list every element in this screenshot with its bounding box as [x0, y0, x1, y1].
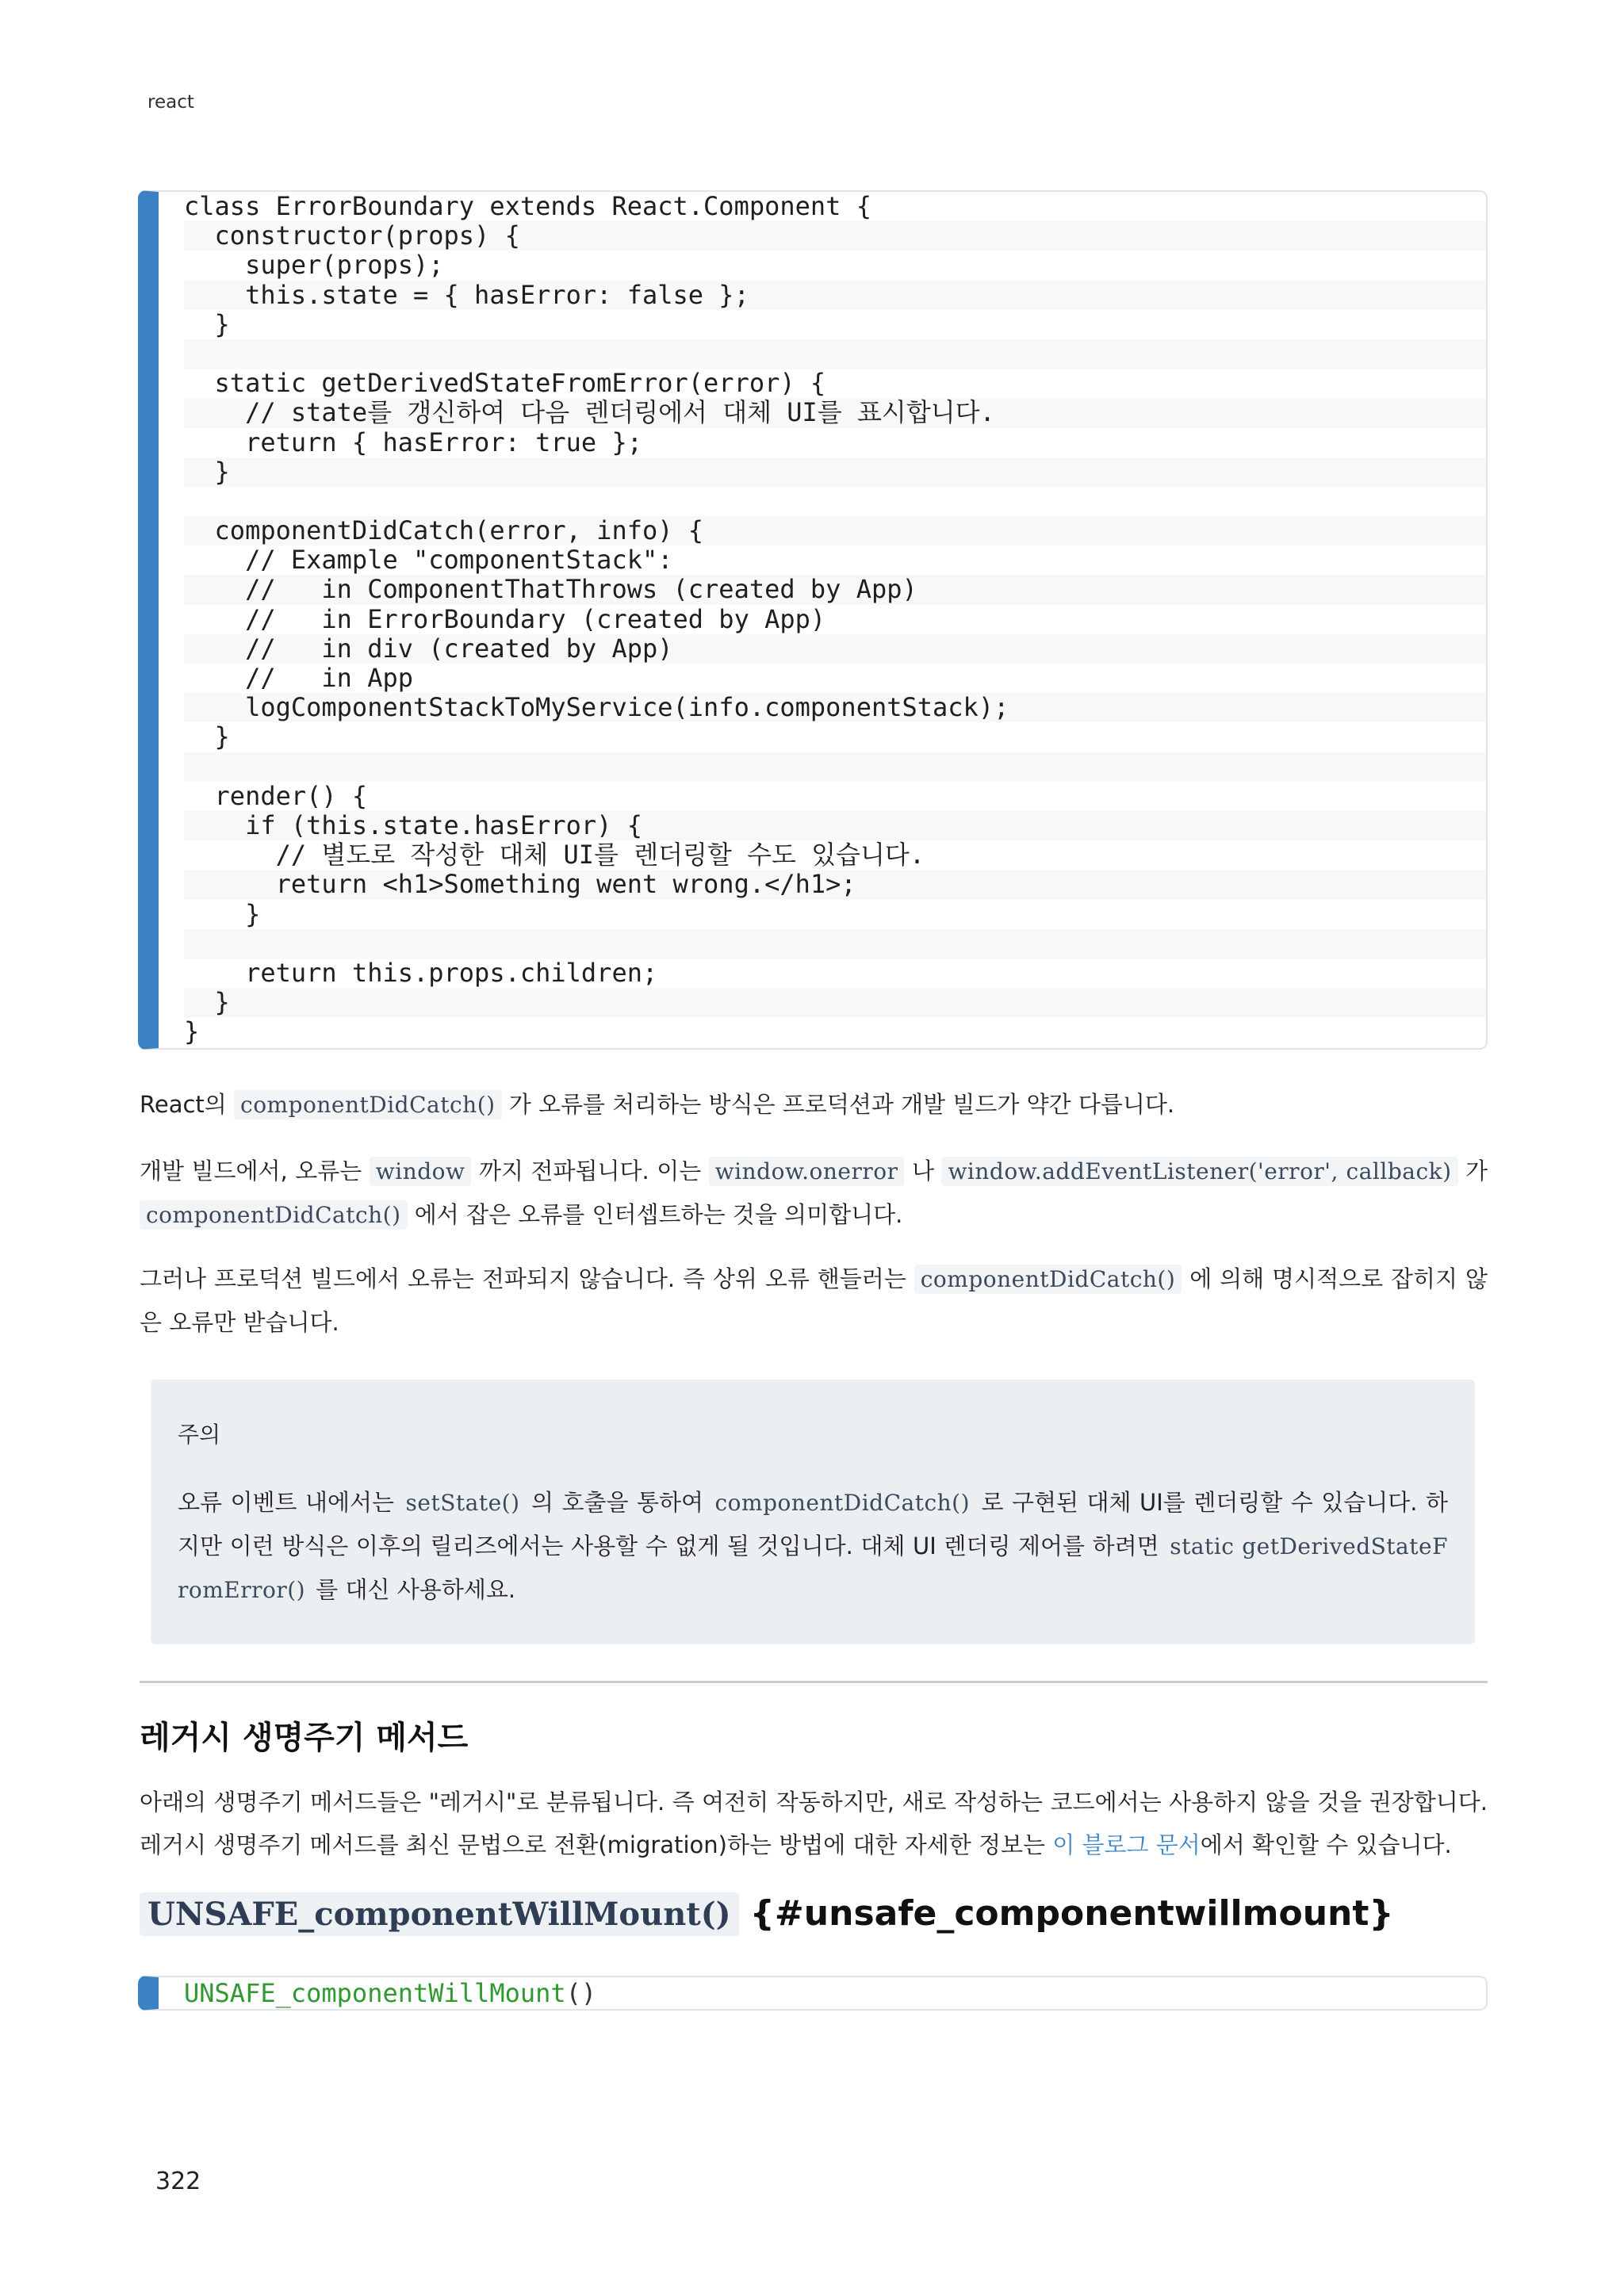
para1-text-2: 가 오류를 처리하는 방식은 프로덕션과 개발 빌드가 약간 다릅니다. — [501, 1091, 1175, 1118]
para1-text-1: React의 — [140, 1091, 235, 1118]
code-line: componentDidCatch(error, info) { — [184, 516, 1486, 545]
paragraph-legacy-lifecycle — [140, 1781, 1488, 1866]
heading-unsafe-componentwillmount — [140, 1893, 1394, 1934]
code-line: return this.props.children; — [184, 957, 658, 988]
section-divider — [140, 1681, 1488, 1683]
heading-code-unsafe-componentwillmount: UNSAFE_componentWillMount() — [140, 1892, 739, 1936]
code-line: } — [184, 721, 230, 752]
code-line — [184, 752, 1486, 782]
note-text-2: 의 호출을 통하여 — [523, 1489, 712, 1516]
blog-post-link[interactable]: 이 블로그 문서 — [1052, 1831, 1201, 1858]
inline-code-componentdidcatch: componentDidCatch() — [234, 1090, 502, 1119]
para3-text-2: 에 의해 명시적으로 잡히지 않은 오류만 받습니다. — [140, 1265, 1488, 1336]
code-line: } — [184, 1016, 200, 1047]
inline-code-setstate: setState() — [405, 1490, 520, 1516]
code-line: if (this.state.hasError) { — [184, 811, 1486, 840]
legacy-text-1: 아래의 생명주기 메서드들은 "레거시"로 분류됩니다. 즉 여전히 작동하지만, 새로 작성하는 코드에서는 사용하지 않을 것을 권장합니다. 레거시 생명주기 메서드를 최신 문법으로 전환(migration)하는 방법에 대한 자세한 정보는 — [140, 1789, 1488, 1858]
code-line: } — [184, 308, 230, 339]
note-title: 주의 — [178, 1422, 221, 1448]
code-line — [184, 487, 1486, 516]
code-line: logComponentStackToMyService(info.componentStack); — [184, 693, 1486, 722]
paragraph-development-build — [140, 1150, 1488, 1237]
para2-text-1: 개발 빌드에서, 오류는 — [140, 1158, 370, 1184]
code-line: // in App — [184, 663, 413, 693]
code-line: // in div (created by App) — [184, 634, 1486, 664]
code-line: // in ComponentThatThrows (created by App) — [184, 575, 1486, 604]
para2-text-3: 나 — [904, 1158, 942, 1184]
para2-text-2: 까지 전파됩니다. 이는 — [471, 1158, 709, 1184]
para2-text-4: 가 — [1457, 1158, 1488, 1184]
note-body — [178, 1481, 1448, 1612]
code-line: } — [184, 988, 1486, 1017]
paragraph-production-vs-development — [140, 1083, 1488, 1127]
inline-code-add-event-listener: window.addEventListener('error', callback) — [941, 1157, 1457, 1186]
code-line: // 별도로 작성한 대체 UI를 렌더링할 수도 있습니다. — [184, 840, 925, 871]
page-number: 322 — [155, 2168, 201, 2195]
code-line: } — [184, 898, 261, 929]
running-header: react — [147, 92, 194, 113]
note-callout — [151, 1380, 1475, 1644]
code-line: constructor(props) { — [184, 221, 1486, 251]
inline-code-componentdidcatch: componentDidCatch() — [714, 1490, 971, 1516]
code-function-name: UNSAFE_componentWillMount — [184, 1978, 566, 2008]
code-block-error-boundary — [138, 190, 1488, 1050]
para2-text-5: 에서 잡은 오류를 인터셉트하는 것을 의미합니다. — [407, 1201, 903, 1228]
legacy-text-2: 에서 확인할 수 있습니다. — [1200, 1831, 1452, 1858]
code-line: // in ErrorBoundary (created by App) — [184, 603, 826, 634]
code-line — [184, 929, 1486, 959]
code-line: } — [184, 457, 1486, 487]
code-line — [184, 339, 1486, 369]
heading-anchor-text: {#unsafe_componentwillmount} — [749, 1893, 1394, 1934]
code-line-signature — [159, 1977, 1486, 2009]
code-line: class ErrorBoundary extends React.Component { — [184, 191, 871, 221]
inline-code-window-onerror: window.onerror — [709, 1157, 905, 1186]
code-line: render() { — [184, 780, 368, 811]
note-text-1: 오류 이벤트 내에서는 — [178, 1489, 403, 1516]
code-line: super(props); — [184, 250, 444, 281]
code-line: static getDerivedStateFromError(error) { — [184, 368, 826, 399]
code-block-unsafe-componentwillmount — [138, 1976, 1488, 2011]
note-text-4: 를 대신 사용하세요. — [308, 1576, 516, 1603]
code-function-parens: () — [565, 1978, 597, 2008]
inline-code-getderivedstatefromerror: static getDerivedStateFromError() — [178, 1533, 1448, 1603]
code-line: // state를 갱신하여 다음 렌더링에서 대체 UI를 표시합니다. — [184, 398, 1486, 427]
inline-code-window: window — [370, 1157, 472, 1186]
inline-code-componentdidcatch: componentDidCatch() — [140, 1200, 408, 1230]
code-line: this.state = { hasError: false }; — [184, 281, 1486, 310]
code-line: // Example "componentStack": — [184, 545, 673, 576]
inline-code-componentdidcatch: componentDidCatch() — [914, 1265, 1182, 1294]
heading-legacy-lifecycle-methods: 레거시 생명주기 메서드 — [140, 1720, 469, 1756]
note-text-3: 로 구현된 대체 UI를 렌더링할 수 있습니다. 하지만 이런 방식은 이후의 릴리즈에서는 사용할 수 없게 될 것입니다. 대체 UI 렌더링 제어를 하려면 — [178, 1489, 1448, 1559]
code-lines — [159, 192, 1486, 1047]
code-line: return { hasError: true }; — [184, 427, 642, 457]
para3-text-1: 그러나 프로덕션 빌드에서 오류는 전파되지 않습니다. 즉 상위 오류 핸들러는 — [140, 1265, 914, 1292]
paragraph-production-build — [140, 1257, 1488, 1344]
code-line: return <h1>Something went wrong.</h1>; — [184, 870, 1486, 899]
